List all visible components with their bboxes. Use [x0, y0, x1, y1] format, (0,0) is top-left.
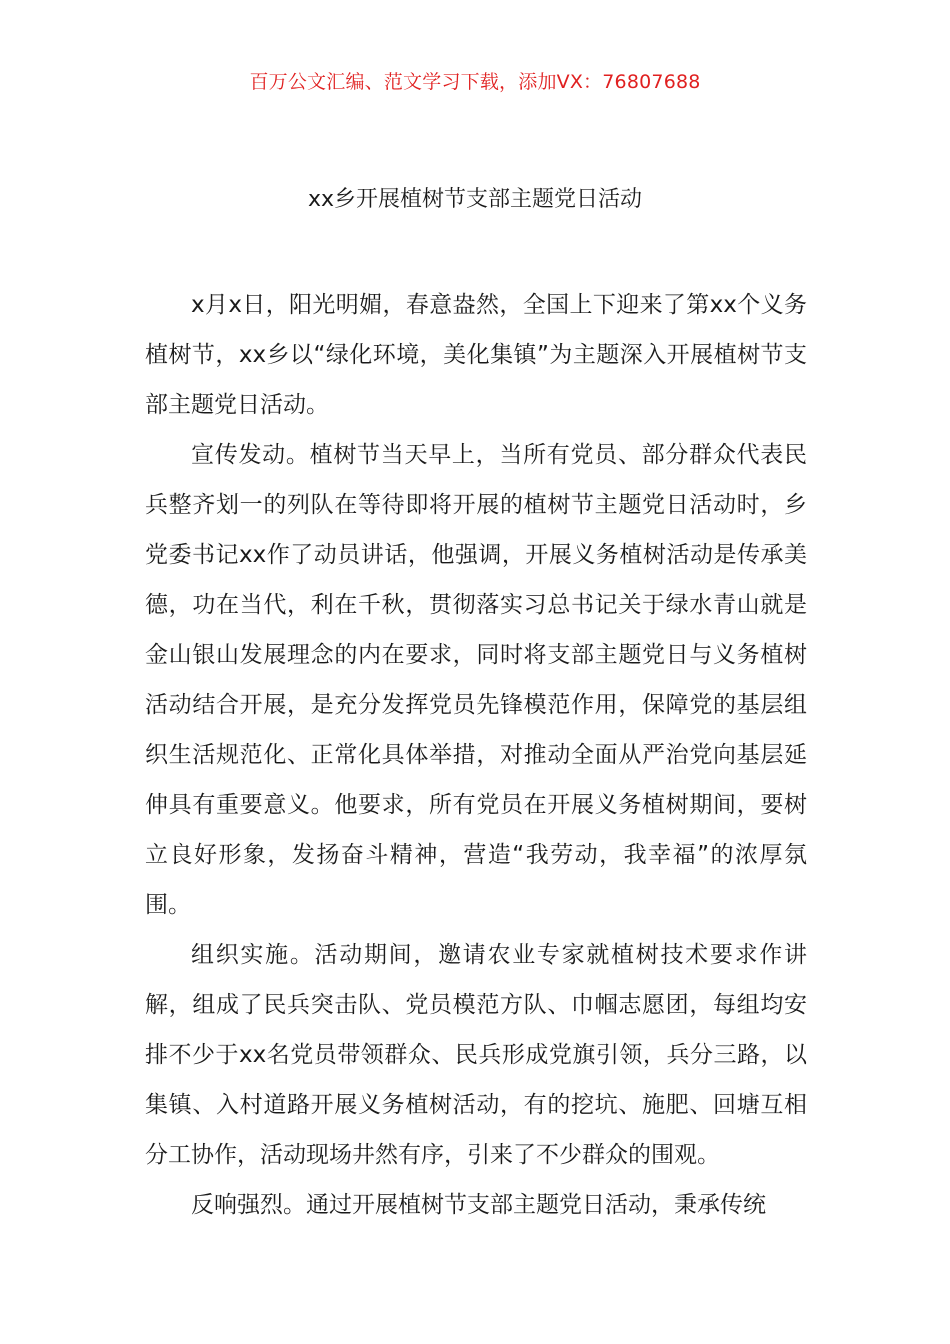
paragraph-intro: x月x日，阳光明媚，春意盎然，全国上下迎来了第xx个义务植树节，xx乡以“绿化环境，美化集镇”为主题深入开展植树节支部主题党日活动。	[145, 292, 807, 418]
document-title: xx乡开展植树节支部主题党日活动	[307, 187, 643, 212]
document-body	[145, 280, 807, 1230]
paragraph-organization: 组织实施。活动期间，邀请农业专家就植树技术要求作讲解，组成了民兵突击队、党员模范方队、巾帼志愿团，每组均安排不少于xx名党员带领群众、民兵形成党旗引领，兵分三路，以集镇、入村道路开展义务植树活动，有的挖坑、施肥、回塘互相分工协作，活动现场井然有序，引来了不少群众的围观。	[145, 942, 807, 1168]
paragraph-response: 反响强烈。通过开展植树节支部主题党日活动，秉承传统	[191, 1192, 766, 1218]
header-watermark-note: 百万公文汇编、范文学习下载，添加VX：76807688	[249, 71, 701, 93]
paragraph-publicity: 宣传发动。植树节当天早上，当所有党员、部分群众代表民兵整齐划一的列队在等待即将开展的植树节主题党日活动时，乡党委书记xx作了动员讲话，他强调，开展义务植树活动是传承美德，功在当代，利在千秋，贯彻落实习总书记关于绿水青山就是金山银山发展理念的内在要求，同时将支部主题党日与义务植树活动结合开展，是充分发挥党员先锋模范作用，保障党的基层组织生活规范化、正常化具体举措，对推动全面从严治党向基层延伸具有重要意义。他要求，所有党员在开展义务植树期间，要树立良好形象，发扬奋斗精神，营造“我劳动，我幸福”的浓厚氛围。	[145, 442, 807, 918]
